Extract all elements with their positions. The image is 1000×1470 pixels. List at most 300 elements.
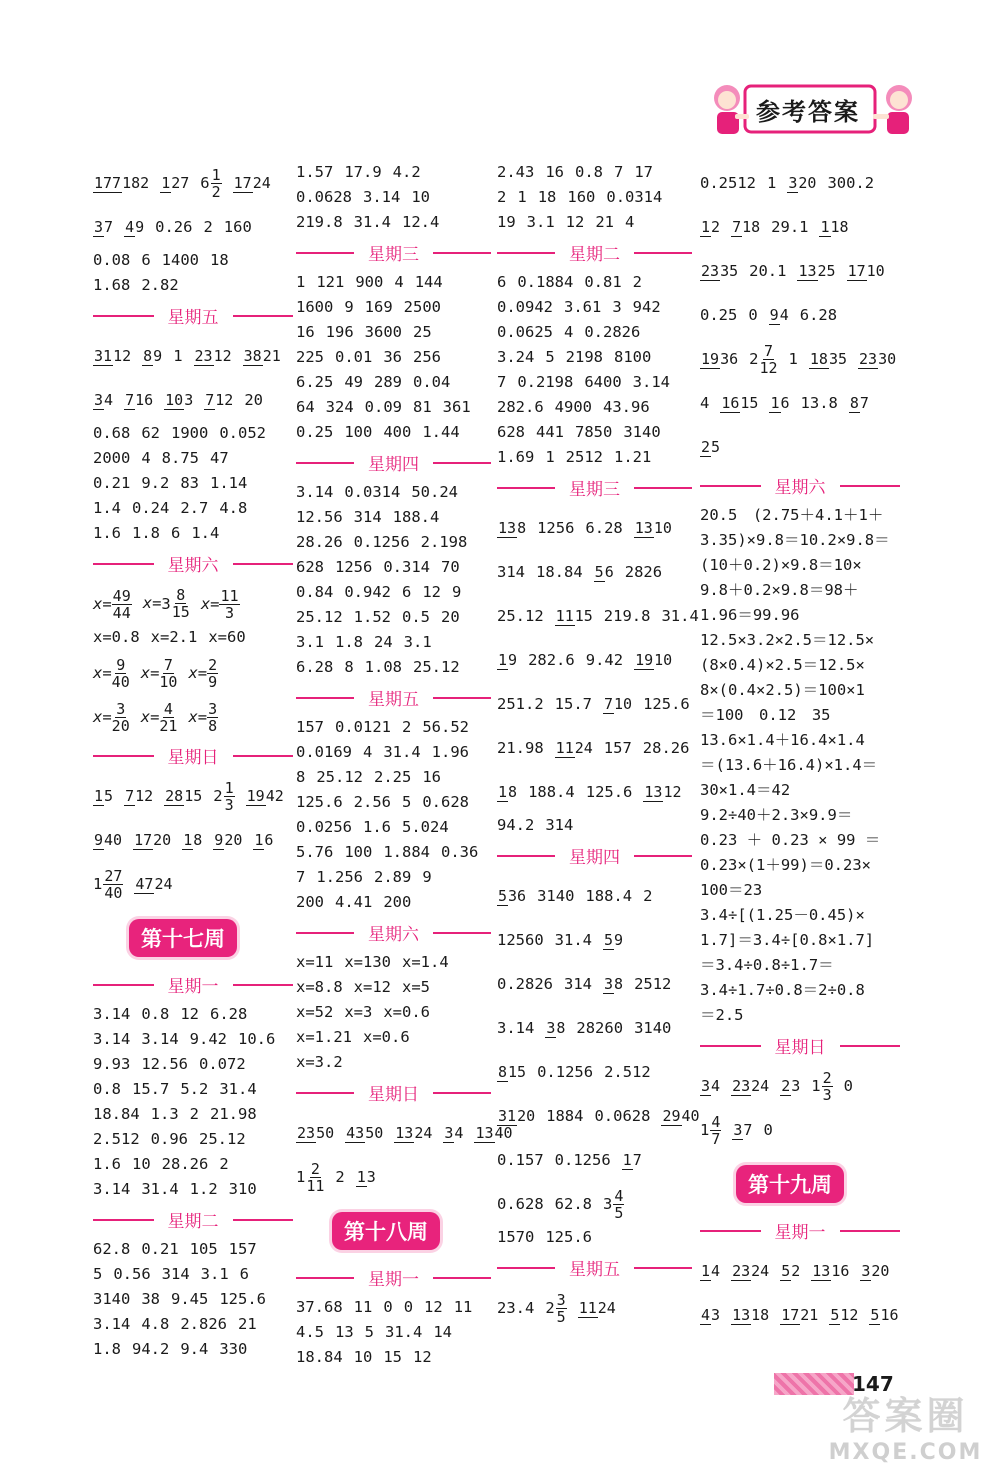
answer-value: 4.2 bbox=[392, 163, 421, 181]
answer-row bbox=[497, 1049, 692, 1093]
answer-value: 25 bbox=[413, 323, 432, 341]
answer-value: 0.0628 bbox=[296, 188, 352, 206]
answer-row bbox=[700, 424, 900, 468]
denominator: 8 bbox=[517, 518, 527, 537]
answer-column-4 bbox=[700, 160, 900, 1336]
answer-value: 2.89 bbox=[374, 868, 412, 886]
numerator: 19 bbox=[246, 786, 265, 805]
answer-value: 0.2198 bbox=[517, 373, 574, 391]
numerator: 3 bbox=[733, 1120, 743, 1139]
answer-value: 0.0314 bbox=[344, 483, 401, 501]
answer-row bbox=[296, 975, 491, 1000]
answer-row bbox=[296, 865, 491, 890]
numerator: 18 bbox=[809, 349, 828, 368]
variable-x: x= bbox=[93, 594, 112, 613]
day-heading bbox=[700, 1032, 900, 1059]
answer-value: 942 bbox=[632, 298, 661, 316]
numerator: 1 bbox=[183, 830, 193, 849]
numerator: 2 bbox=[781, 1076, 791, 1095]
answer-value: 0 bbox=[843, 1076, 853, 1095]
numerator: 3 bbox=[556, 1290, 566, 1309]
fraction bbox=[213, 832, 242, 848]
denominator: 7 bbox=[711, 1129, 721, 1148]
heading-rule bbox=[93, 315, 154, 317]
fraction bbox=[172, 587, 190, 620]
answer-value: 0.0256 bbox=[296, 818, 352, 836]
denominator: 9 bbox=[614, 930, 624, 949]
denominator: 20 bbox=[153, 830, 172, 849]
answer-value: 9.93 bbox=[93, 1055, 131, 1073]
answer-value: 25.12 bbox=[199, 1130, 246, 1148]
whole-part: 3 bbox=[161, 594, 171, 613]
equation-answer bbox=[141, 695, 178, 739]
answer-row bbox=[93, 1127, 293, 1152]
fraction bbox=[594, 564, 614, 580]
denominator: 15 bbox=[574, 606, 593, 625]
fraction bbox=[296, 1125, 334, 1141]
variable-x: x= bbox=[188, 707, 208, 726]
answer-value: 14 bbox=[433, 1323, 453, 1341]
denominator: 4 bbox=[104, 390, 114, 409]
answer-value: 9.42 bbox=[189, 1030, 227, 1048]
answer-value: x=130 bbox=[344, 953, 391, 971]
fraction bbox=[345, 1125, 383, 1141]
denominator: 10 bbox=[654, 650, 673, 669]
denominator: 2 bbox=[791, 1261, 801, 1280]
answer-value: 282.6 bbox=[497, 398, 544, 416]
denominator: 2 bbox=[711, 217, 721, 236]
day-label: 星期五 bbox=[569, 1260, 620, 1280]
answer-value: 125.6 bbox=[545, 1228, 592, 1246]
answer-value: 21 bbox=[595, 213, 615, 231]
mixed-number bbox=[700, 1108, 721, 1152]
answer-value: 20.1 bbox=[749, 261, 787, 280]
denominator: 182 bbox=[122, 173, 150, 192]
answer-value: ＝(13.6＋16.4)×1.4＝ bbox=[700, 756, 878, 774]
fraction bbox=[700, 1078, 720, 1094]
heading-rule bbox=[700, 1230, 761, 1232]
fraction bbox=[112, 657, 130, 690]
numerator: 1 bbox=[224, 778, 234, 797]
denominator: 25 bbox=[817, 261, 836, 280]
fraction bbox=[545, 1020, 565, 1036]
answer-row bbox=[93, 377, 293, 421]
answer-value: 7 bbox=[296, 868, 306, 886]
answer-value: 4.8 bbox=[219, 499, 248, 517]
heading-rule bbox=[497, 487, 555, 489]
numerator: 2 bbox=[822, 1068, 832, 1087]
denominator: 3 bbox=[184, 390, 194, 409]
numerator: 23 bbox=[701, 261, 720, 280]
answer-value: 9.2÷40＋2.3×9.9＝ bbox=[700, 806, 853, 824]
answer-value: 7850 bbox=[575, 423, 613, 441]
answer-value: 0.628 bbox=[497, 1194, 544, 1213]
answer-row bbox=[296, 555, 491, 580]
fraction bbox=[497, 652, 517, 668]
answer-row bbox=[700, 1003, 900, 1028]
denominator: 10 bbox=[866, 261, 885, 280]
denominator: 40 bbox=[681, 1106, 700, 1125]
denominator: 9 bbox=[153, 346, 163, 365]
answer-value: 1256 bbox=[335, 558, 373, 576]
watermark-url: MXQE.COM bbox=[828, 1440, 983, 1465]
answer-row bbox=[296, 505, 491, 530]
answer-row bbox=[497, 270, 692, 295]
day-heading bbox=[93, 742, 293, 769]
answer-value: x=11 bbox=[296, 953, 334, 971]
numerator: 23 bbox=[732, 1076, 751, 1095]
fraction bbox=[124, 788, 153, 804]
heading-rule bbox=[433, 462, 491, 464]
answer-row bbox=[93, 773, 293, 817]
fraction bbox=[759, 343, 777, 376]
denominator: 12 bbox=[840, 1305, 859, 1324]
heading-rule bbox=[296, 252, 354, 254]
numerator: 23 bbox=[732, 1261, 751, 1280]
answer-value: 0 bbox=[383, 1298, 393, 1316]
mixed-number bbox=[545, 1286, 566, 1330]
answer-row bbox=[93, 817, 293, 861]
numerator: 3 bbox=[116, 699, 126, 718]
fraction bbox=[103, 868, 123, 901]
answer-value: 1.4 bbox=[191, 524, 220, 542]
numerator: 13 bbox=[798, 261, 817, 280]
answer-value: 8.75 bbox=[161, 449, 199, 467]
fraction bbox=[661, 1108, 699, 1124]
answer-value: 289 bbox=[374, 373, 402, 391]
answer-value: 94.2 bbox=[497, 816, 535, 834]
answer-row bbox=[296, 840, 491, 865]
denominator: 20 bbox=[111, 716, 130, 735]
answer-value: 12 bbox=[413, 1348, 432, 1366]
answer-value: 0.1256 bbox=[353, 533, 410, 551]
day-heading bbox=[700, 472, 900, 499]
answer-row bbox=[497, 320, 692, 345]
fraction bbox=[634, 520, 672, 536]
numerator: 7 bbox=[205, 390, 215, 409]
answer-row bbox=[700, 803, 900, 828]
answer-value: 5.76 bbox=[296, 843, 334, 861]
whole-part: 2 bbox=[213, 786, 223, 805]
answer-row bbox=[700, 928, 900, 953]
answer-value: 6 bbox=[239, 1265, 250, 1283]
answer-value: 4.41 bbox=[335, 893, 373, 911]
day-label: 星期五 bbox=[368, 690, 419, 710]
answer-row bbox=[296, 765, 491, 790]
answer-value: 169 bbox=[364, 298, 393, 316]
heading-rule bbox=[296, 462, 354, 464]
answer-value: 8 bbox=[344, 658, 354, 676]
fraction bbox=[497, 520, 526, 536]
answer-row bbox=[93, 861, 293, 905]
answer-row bbox=[93, 1287, 293, 1312]
answer-value: 3140 bbox=[93, 1290, 131, 1308]
answer-value: 5 bbox=[402, 793, 412, 811]
fraction bbox=[93, 392, 113, 408]
denominator: 36 bbox=[508, 886, 527, 905]
answer-value: 200 bbox=[296, 893, 324, 911]
answer-row bbox=[93, 625, 293, 650]
fraction bbox=[731, 219, 760, 235]
mixed-number bbox=[93, 862, 123, 906]
answer-row bbox=[497, 961, 692, 1005]
answer-row bbox=[93, 1102, 293, 1127]
fraction bbox=[253, 832, 273, 848]
answer-row bbox=[700, 903, 900, 928]
answer-value: 1.69 bbox=[497, 448, 535, 466]
fraction bbox=[93, 788, 113, 804]
answer-row bbox=[497, 1005, 692, 1049]
answer-value: 100 bbox=[344, 423, 373, 441]
answer-row bbox=[296, 950, 491, 975]
answer-value: 4 bbox=[625, 213, 635, 231]
equation-answer bbox=[93, 651, 130, 695]
answer-value: 1.6 bbox=[93, 1155, 121, 1173]
denominator: 15 bbox=[184, 786, 203, 805]
answer-row bbox=[497, 769, 692, 813]
answer-value: 100＝23 bbox=[700, 881, 763, 899]
answer-row bbox=[700, 292, 900, 336]
answer-row bbox=[497, 813, 692, 838]
numerator: 11 bbox=[555, 606, 574, 625]
numerator: 7 bbox=[732, 217, 742, 236]
answer-value: 12 bbox=[180, 1005, 199, 1023]
answer-value: 6.28 bbox=[210, 1005, 248, 1023]
answer-row bbox=[296, 740, 491, 765]
denominator: 35 bbox=[828, 349, 847, 368]
denominator: 12 bbox=[135, 786, 154, 805]
numerator: 11 bbox=[220, 586, 239, 605]
fraction bbox=[160, 175, 189, 191]
heading-rule bbox=[634, 252, 692, 254]
answer-row bbox=[296, 1295, 491, 1320]
answer-value: x=3 bbox=[344, 1003, 373, 1021]
day-heading bbox=[497, 239, 692, 266]
answer-value: 2198 bbox=[565, 348, 603, 366]
day-label: 星期六 bbox=[774, 478, 826, 498]
answer-value: 36 bbox=[383, 348, 402, 366]
fraction bbox=[700, 219, 720, 235]
answer-value: 13 bbox=[335, 1323, 354, 1341]
fraction bbox=[497, 888, 526, 904]
answer-row bbox=[93, 333, 293, 377]
fraction bbox=[603, 932, 623, 948]
denominator: 12 bbox=[113, 346, 132, 365]
answer-value: 1.8 bbox=[132, 524, 160, 542]
answer-value: 31.4 bbox=[554, 930, 592, 949]
answer-value: 62 bbox=[141, 424, 160, 442]
fraction bbox=[124, 392, 153, 408]
fraction bbox=[860, 1263, 889, 1279]
fraction bbox=[224, 780, 235, 813]
answer-row bbox=[700, 1292, 900, 1336]
answer-value: 3.14 bbox=[363, 188, 401, 206]
answer-row bbox=[700, 978, 900, 1003]
answer-value: 324 bbox=[325, 398, 354, 416]
answer-row bbox=[700, 160, 900, 204]
denominator: 27 bbox=[171, 173, 190, 192]
answer-value: 8×(0.4×2.5)＝100×1 bbox=[700, 681, 865, 699]
numerator: 1 bbox=[94, 786, 104, 805]
answer-row bbox=[296, 295, 491, 320]
heading-rule bbox=[634, 855, 692, 857]
fraction bbox=[497, 1108, 535, 1124]
variable-x: x= bbox=[140, 663, 160, 682]
denominator: 10 bbox=[653, 518, 672, 537]
answer-value: x=0.6 bbox=[363, 1028, 410, 1046]
answer-value: 2 bbox=[643, 886, 653, 905]
answer-row bbox=[700, 853, 900, 878]
heading-rule bbox=[296, 932, 354, 934]
fraction bbox=[731, 1078, 769, 1094]
fraction bbox=[622, 1152, 642, 1168]
denominator: 35 bbox=[720, 261, 739, 280]
fraction bbox=[858, 351, 896, 367]
fraction bbox=[643, 784, 681, 800]
answer-value: 0.157 bbox=[497, 1150, 544, 1169]
answer-row bbox=[296, 320, 491, 345]
heading-rule bbox=[233, 563, 294, 565]
denominator: 42 bbox=[265, 786, 284, 805]
answer-value: 4 bbox=[141, 449, 151, 467]
answer-row bbox=[93, 1052, 293, 1077]
answer-value: 0.2512 bbox=[700, 173, 756, 192]
variable-x: x= bbox=[142, 594, 162, 613]
mixed-number bbox=[603, 1182, 624, 1226]
mixed-number bbox=[161, 582, 189, 626]
answer-value: 314 bbox=[497, 562, 525, 581]
answer-value: 1.21 bbox=[614, 448, 652, 466]
answer-value: x=8.8 bbox=[296, 978, 343, 996]
denominator: 7 bbox=[859, 393, 869, 412]
numerator: 7 bbox=[163, 655, 173, 674]
answer-value: 0.21 bbox=[141, 1240, 179, 1258]
fraction bbox=[578, 1300, 616, 1316]
answer-value: 50.24 bbox=[411, 483, 458, 501]
answer-value: 3.1 bbox=[200, 1265, 229, 1283]
answer-row bbox=[296, 1050, 491, 1075]
numerator: 16 bbox=[721, 393, 740, 412]
fraction bbox=[233, 175, 271, 191]
heading-rule bbox=[840, 485, 901, 487]
answer-value: 9.45 bbox=[171, 1290, 209, 1308]
answer-row bbox=[700, 380, 900, 424]
answer-value: 2 bbox=[335, 1167, 345, 1186]
day-label: 星期一 bbox=[368, 1270, 419, 1290]
answer-value: 4.8 bbox=[141, 1315, 170, 1333]
denominator: 3 bbox=[822, 1085, 832, 1104]
answer-value: 9.2 bbox=[141, 474, 170, 492]
answer-value: 24 bbox=[374, 633, 393, 651]
answer-value: 12 bbox=[565, 213, 585, 231]
answer-value: 1 bbox=[517, 188, 527, 206]
answer-row bbox=[93, 694, 293, 738]
answer-value: 121 bbox=[316, 273, 345, 291]
day-heading bbox=[497, 1254, 692, 1281]
answer-value: 3140 bbox=[634, 1018, 672, 1037]
answer-value: 0.68 bbox=[93, 424, 131, 442]
answer-row bbox=[93, 421, 293, 446]
answer-value: 3140 bbox=[537, 886, 575, 905]
answer-value: 2.512 bbox=[604, 1062, 651, 1081]
answer-value: 3.14 bbox=[93, 1180, 131, 1198]
answer-row bbox=[700, 528, 900, 553]
boy-figure-right bbox=[873, 85, 912, 134]
answer-value: 0.04 bbox=[413, 373, 451, 391]
heading-rule bbox=[433, 697, 491, 699]
answer-row bbox=[700, 778, 900, 803]
answer-value: 31.4 bbox=[141, 1180, 179, 1198]
answer-row bbox=[296, 395, 491, 420]
numerator: 11 bbox=[578, 1298, 597, 1317]
answer-value: 1.884 bbox=[383, 843, 430, 861]
numerator: 177 bbox=[94, 173, 122, 192]
heading-rule bbox=[93, 984, 154, 986]
answer-value: 1.4 bbox=[93, 499, 121, 517]
answer-row bbox=[700, 503, 900, 528]
watermark bbox=[818, 1385, 993, 1465]
answer-value: 1.6 bbox=[93, 524, 121, 542]
answer-value: 28260 bbox=[576, 1018, 624, 1037]
answer-row bbox=[296, 815, 491, 840]
numerator: 8 bbox=[849, 393, 859, 412]
answer-value: 1884 bbox=[546, 1106, 584, 1125]
answer-value: 4900 bbox=[554, 398, 592, 416]
heading-rule bbox=[433, 252, 491, 254]
answer-row bbox=[93, 1312, 293, 1337]
answer-value: 1600 bbox=[296, 298, 334, 316]
numerator: 28 bbox=[165, 786, 184, 805]
numerator: 1 bbox=[161, 173, 171, 192]
week-badge: 第十九周 bbox=[736, 1165, 844, 1203]
equation-answer bbox=[141, 651, 178, 695]
heading-rule bbox=[433, 932, 491, 934]
answer-value: 125.6 bbox=[643, 694, 690, 713]
answer-value: 5.2 bbox=[180, 1080, 209, 1098]
answer-value: 3 bbox=[612, 298, 622, 316]
answer-value: 0.36 bbox=[441, 843, 479, 861]
answer-value: 37.68 bbox=[296, 1298, 343, 1316]
day-heading bbox=[497, 842, 692, 869]
denominator: 24 bbox=[252, 173, 271, 192]
denominator: 3 bbox=[711, 1305, 721, 1324]
denominator: 7 bbox=[743, 1120, 753, 1139]
answer-row bbox=[296, 1320, 491, 1345]
answer-row bbox=[700, 828, 900, 853]
answer-value: 43.96 bbox=[603, 398, 650, 416]
answer-value: 12.56 bbox=[141, 1055, 188, 1073]
answer-value: 0.0314 bbox=[606, 188, 663, 206]
answer-value: 441 bbox=[536, 423, 564, 441]
answer-value: 157 bbox=[228, 1240, 257, 1258]
answer-value: 0.08 bbox=[93, 251, 131, 269]
answer-value: x=3.2 bbox=[296, 1053, 343, 1071]
watermark-logo-text: 答案圈 bbox=[842, 1394, 969, 1438]
heading-rule bbox=[233, 315, 294, 317]
denominator: 6 bbox=[604, 562, 614, 581]
answer-row bbox=[497, 210, 692, 235]
fraction bbox=[732, 1122, 752, 1138]
answer-row bbox=[700, 1248, 900, 1292]
answer-row bbox=[93, 581, 293, 625]
answer-value: 8100 bbox=[614, 348, 652, 366]
answer-row bbox=[497, 1137, 692, 1181]
numerator: 1 bbox=[498, 782, 508, 801]
answer-value: 400 bbox=[383, 423, 412, 441]
answer-value: 9 bbox=[422, 868, 432, 886]
numerator: 13 bbox=[475, 1123, 494, 1142]
numerator: 2 bbox=[310, 1159, 320, 1178]
